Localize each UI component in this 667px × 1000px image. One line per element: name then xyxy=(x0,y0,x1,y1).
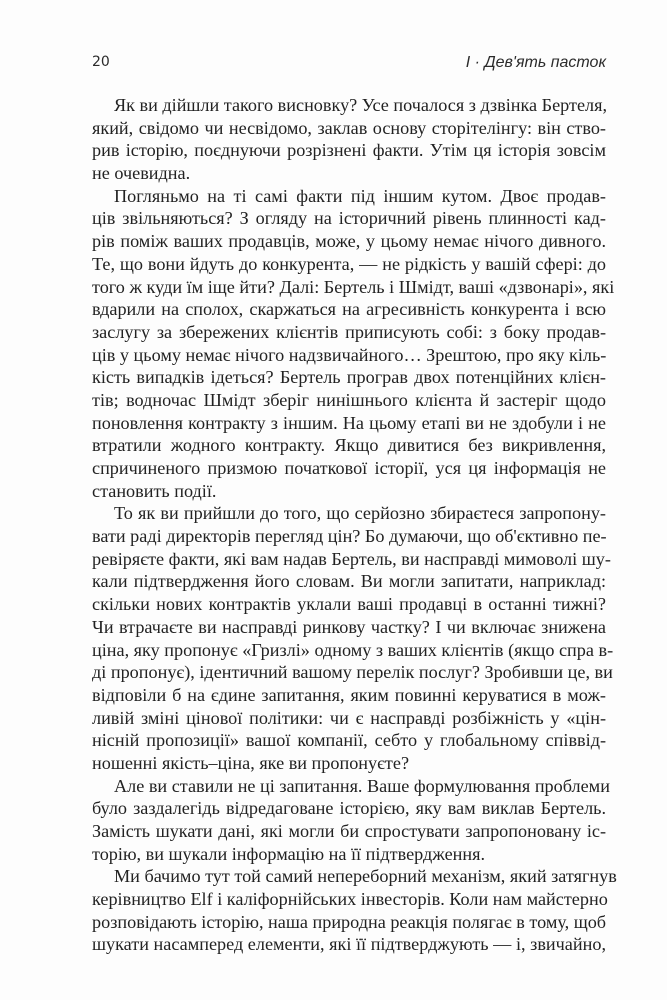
text-line: Замість шукати дані, які могли би спростувати запропоновану іс- xyxy=(92,821,606,841)
text-line: торію, ви шукали інформацію на її підтвердження. xyxy=(92,843,486,864)
text-line: втратили жодного контракту. Якщо дивитися без викривлення, xyxy=(92,435,606,456)
text-line: То як ви прийшли до того, що серйозно збираєтеся запропону- xyxy=(114,503,606,524)
text-line: рів поміж ваших продавців, може, у цьому немає нічого дивного. xyxy=(92,231,606,252)
text-line: відповіли б на єдине запитання, яким повинні керуватися в мож- xyxy=(92,684,606,705)
paragraph xyxy=(92,185,615,503)
text-line: заслугу за збережених клієнтів приписують собі: з боку продав- xyxy=(92,321,606,342)
text-line: не очевидна. xyxy=(92,163,191,184)
text-line: який, свідомо чи несвідомо, заклав основу сторітелінгу: він ство- xyxy=(92,117,606,138)
text-line: становить події. xyxy=(92,480,217,501)
text-line: того ж куди їм іще йти? Далі: Бертель і Шмідт, ваші «дзвонарі», які xyxy=(92,276,615,297)
text-line: кість випадків ідеться? Бертель програв двох потенційних клієн- xyxy=(92,367,606,388)
text-line: спричиненого призмою початкової історії, уся ця інформація не xyxy=(92,458,606,478)
section-title: I · Дев'ять пасток xyxy=(465,54,606,71)
text-line: було заздалегідь відредаговане історією, яку вам виклав Бертель. xyxy=(92,798,606,819)
page-number: 20 xyxy=(92,54,110,70)
text-line: ді пропонує), ідентичний вашому перелік послуг? Зробивши це, ви xyxy=(92,662,613,683)
text-line: скільки нових контрактів уклали ваші продавці в останні тижні? xyxy=(92,594,606,615)
text-line: Те, що вони йдуть до конкурента, — не рідкість у вашій сфері: до xyxy=(92,253,606,274)
text-line: ціна, яку пропонує «Гризлі» одному з ваших клієнтів (якщо спра в- xyxy=(92,639,614,660)
text-line: Погляньмо на ті самі факти під іншим кутом. Двоє продав- xyxy=(114,185,606,206)
paragraph xyxy=(92,865,617,956)
body-text xyxy=(92,94,617,956)
text-line: розповідають історію, наша природна реакція полягає в тому, щоб xyxy=(92,911,607,932)
text-line: вдарили на сполох, скаржаться на агресивність конкурента і всю xyxy=(92,299,606,320)
text-line: вати раді директорів перегляд цін? Бо думаючи, що об'єктивно пе- xyxy=(92,526,607,547)
text-line: ців звільняються? З огляду на історичний рівень плинності кад- xyxy=(92,208,606,229)
text-line: Чи втрачаєте ви насправді ринкову частку? І чи включає знижена xyxy=(92,616,606,637)
text-line: Як ви дійшли такого висновку? Усе почалося з дзвінка Бертеля, xyxy=(114,95,608,115)
text-line: поновлення контракту з іншим. На цьому етапі ви не здобули і не xyxy=(92,412,606,433)
text-line: керівництво Elf і каліфорнійських інвесторів. Коли нам майстерно xyxy=(92,889,608,910)
text-line: ревіряєте факти, які вам надав Бертель, ви насправді мимоволі шу- xyxy=(92,548,611,569)
text-line: ців у цьому немає нічого надзвичайного… Зрештою, про яку кіль- xyxy=(92,344,607,365)
text-line: нісній пропозиції» вашої компанії, себто у глобальному співвід- xyxy=(92,730,606,751)
text-line: кали підтвердження його словам. Ви могли запитати, наприклад: xyxy=(92,571,606,592)
paragraph xyxy=(92,94,606,185)
text-line: шукати насамперед елементи, які її підтверджують — і, звичайно, xyxy=(92,934,606,955)
text-line: Але ви ставили не ці запитання. Ваше формулювання проблеми xyxy=(114,775,610,796)
text-line: ношенні якість–ціна, яке ви пропонуєте? xyxy=(92,752,410,773)
text-line: рив історію, поєднуючи розрізнені факти. Утім ця історія зовсім xyxy=(92,140,606,161)
text-line: Ми бачимо тут той самий непереборний механізм, який затягнув xyxy=(114,866,617,887)
running-header xyxy=(92,54,606,76)
paragraph xyxy=(92,775,610,866)
text-line: тів; водночас Шмідт зберіг нинішнього клієнта й застеріг щодо xyxy=(92,389,606,410)
paragraph xyxy=(92,502,614,774)
text-line: ливій зміні цінової політики: чи є насправді розбіжність у «цін- xyxy=(92,707,606,728)
